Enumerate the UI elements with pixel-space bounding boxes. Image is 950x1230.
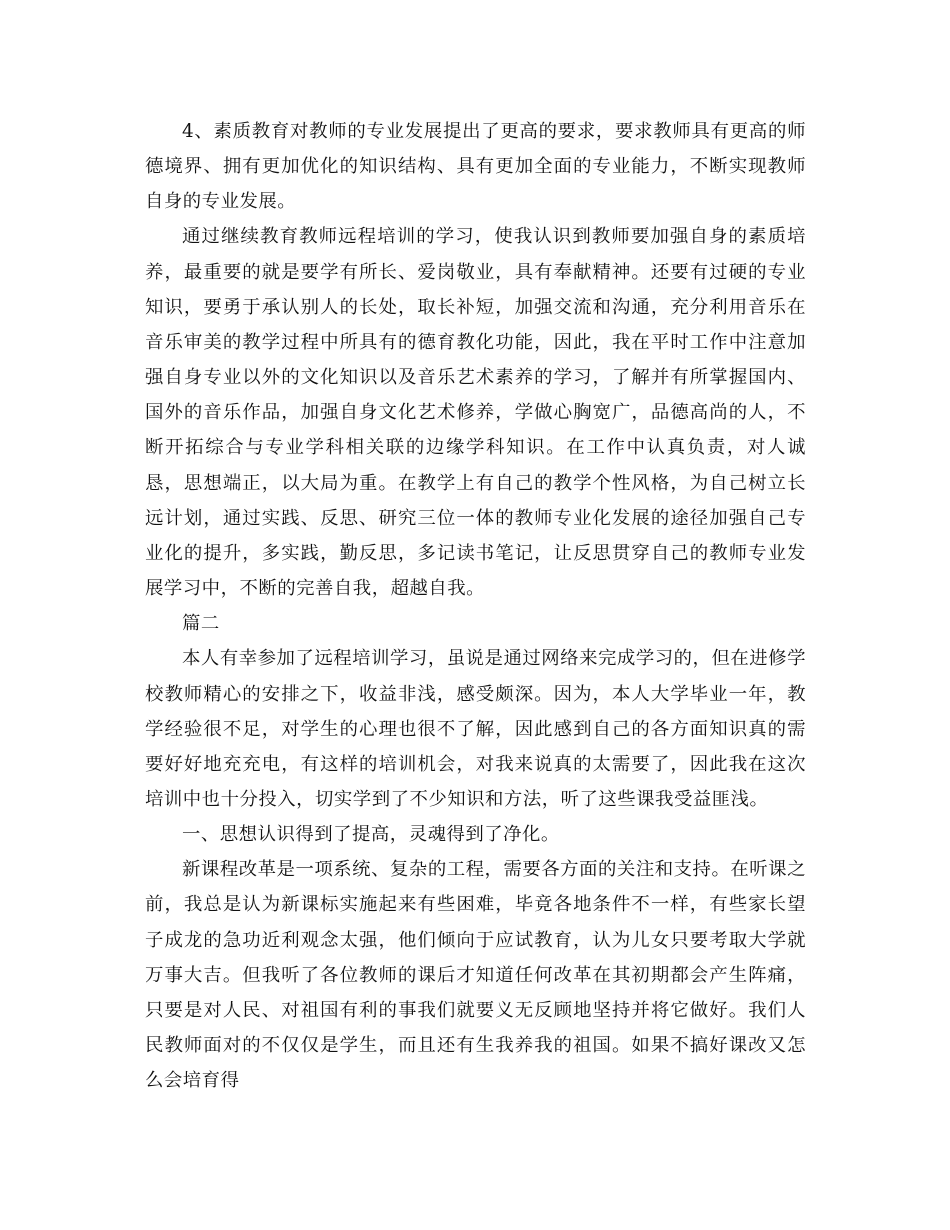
paragraph-curriculum-reform: 新课程改革是一项系统、复杂的工程，需要各方面的关注和支持。在听课之前，我总是认为新课标实施起来有些困难，毕竟各地条件不一样，有些家长望子成龙的急功近利观念太强，他们倾向于应试教育，认为儿女只要考取大学就万事大吉。但我听了各位教师的课后才知道任何改革在其初期都会产生阵痛，只要是对人民、对祖国有利的事我们就要义无反顾地坚持并将它做好。我们人民教师面对的不仅仅是学生，而且还有生我养我的祖国。如果不搞好课改又怎么会培育得 (145, 859, 806, 1092)
document-page (145, 114, 806, 1098)
paragraph-item-4: 4、素质教育对教师的专业发展提出了更高的要求，要求教师具有更高的师德境界、拥有更加优化的知识结构、具有更加全面的专业能力，不断实现教师自身的专业发展。 (145, 121, 806, 213)
paragraph-remote-training: 本人有幸参加了远程培训学习，虽说是通过网络来完成学习的，但在进修学校教师精心的安排之下，收益非浅，感受颇深。因为，本人大学毕业一年，教学经验很不足，对学生的心理也很不了解，因此感到自己的各方面知识真的需要好好地充充电，有这样的培训机会，对我来说真的太需要了，因此我在这次培训中也十分投入，切实学到了不少知识和方法，听了这些课我受益匪浅。 (145, 648, 806, 810)
section-heading-part-two: 篇二 (182, 613, 220, 635)
paragraph-continuing-education: 通过继续教育教师远程培训的学习，使我认识到教师要加强自身的素质培养，最重要的就是要学有所长、爱岗敬业，具有奉献精神。还要有过硬的专业知识，要勇于承认别人的长处，取长补短，加强交流和沟通，充分利用音乐在音乐审美的教学过程中所具有的德育教化功能，因此，我在平时工作中注意加强自身专业以外的文化知识以及音乐艺术素养的学习，了解并有所掌握国内、国外的音乐作品，加强自身文化艺术修养，学做心胸宽广，品德高尚的人，不断开拓综合与专业学科相关联的边缘学科知识。在工作中认真负责，对人诚恳，思想端正，以大局为重。在教学上有自己的教学个性风格，为自己树立长远计划，通过实践、反思、研究三位一体的教师专业化发展的途径加强自己专业化的提升，多实践，勤反思，多记读书笔记，让反思贯穿自己的教师专业发展学习中，不断的完善自我，超越自我。 (145, 226, 806, 600)
subheading-thought-improved: 一、思想认识得到了提高，灵魂得到了净化。 (182, 824, 560, 846)
